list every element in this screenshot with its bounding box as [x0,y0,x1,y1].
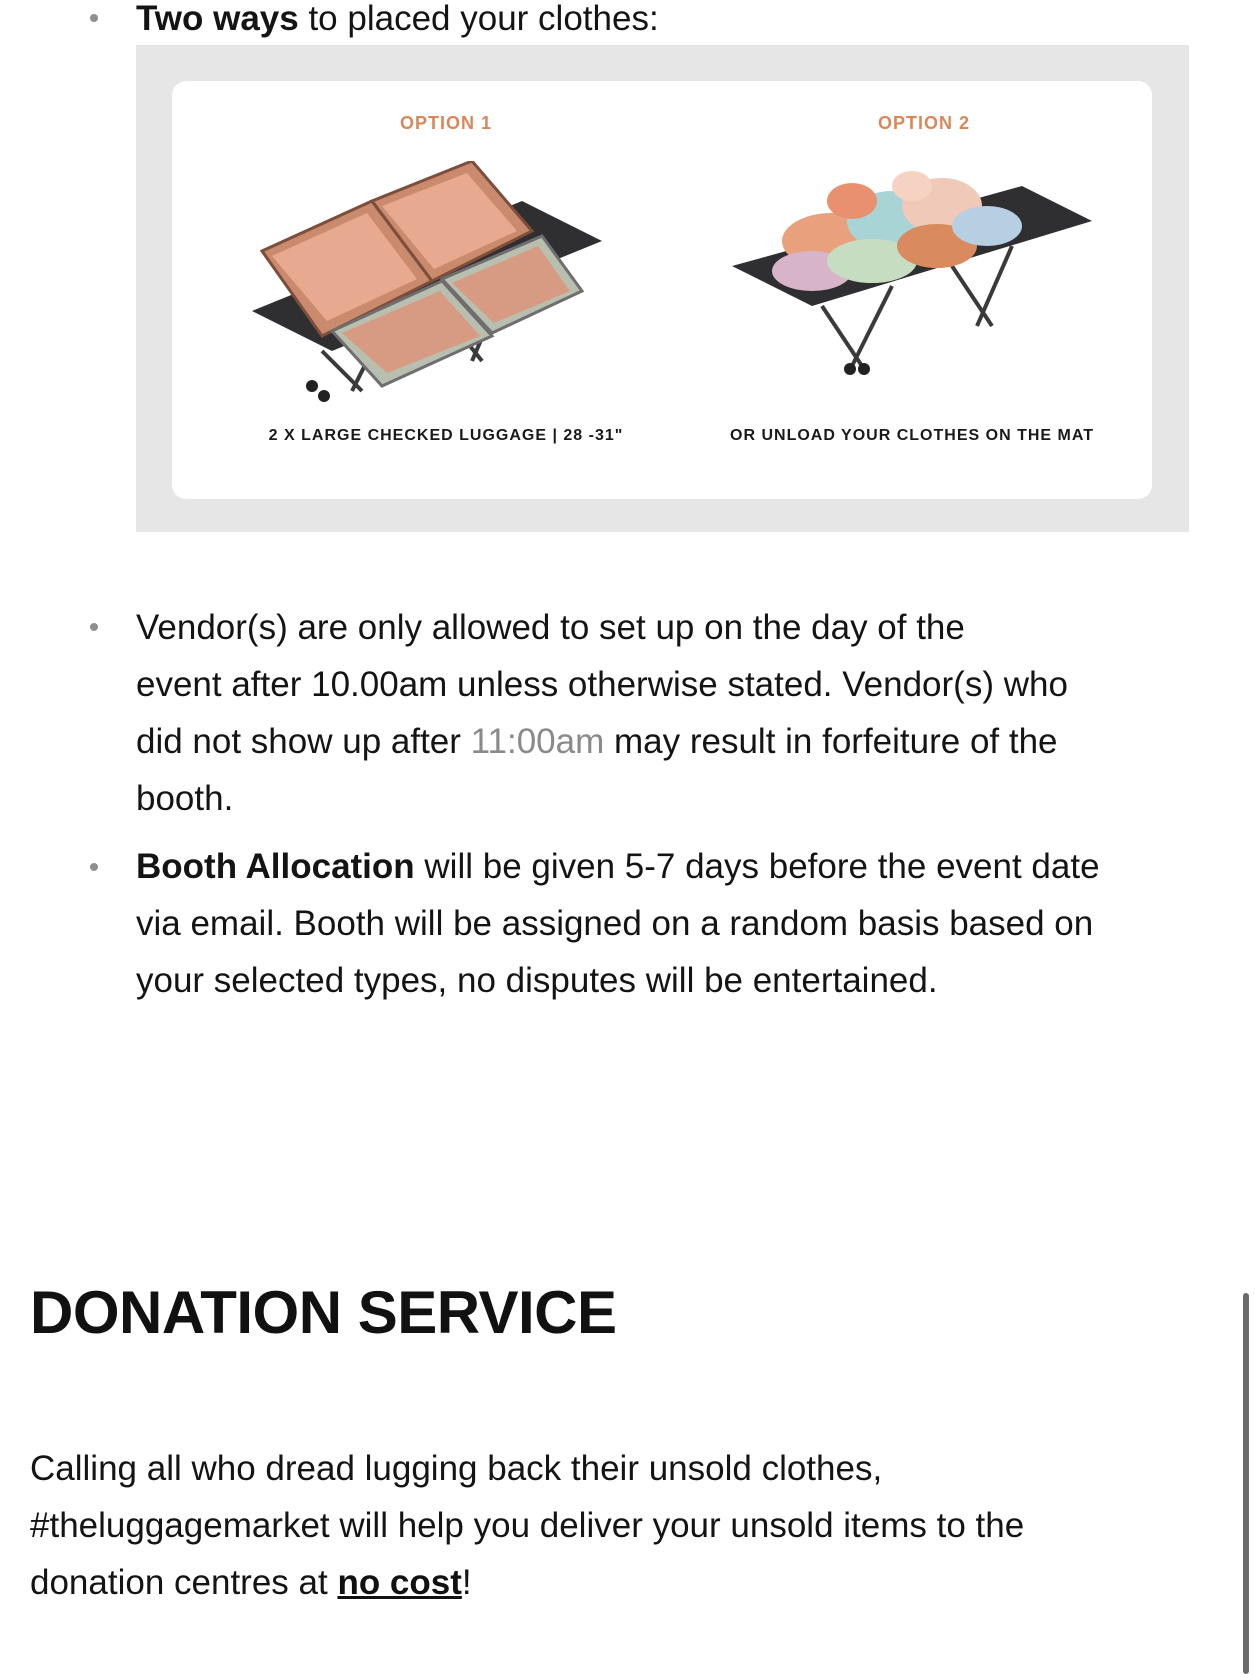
option1-caption: 2 X LARGE CHECKED LUGGAGE | 28 -31" [268,427,624,444]
no-cost-link[interactable]: no cost [337,1563,462,1602]
option1-title: OPTION 1 [399,113,492,133]
item-line [136,713,1186,770]
bullet-dot [90,863,98,871]
donation-paragraph [30,1440,1180,1611]
item-line: booth. [136,779,234,818]
paragraph-text: ! [461,1563,472,1602]
item-vendor-setup [136,599,1186,827]
item-two-ways [136,0,1186,47]
item-line: event after 10.00am unless otherwise stated. Vendor(s) who [136,665,1068,704]
luggage-on-cot-image [242,161,622,411]
item-bold: Booth Allocation [136,847,415,886]
options-figure [136,45,1189,532]
item-line: your selected types, no disputes will be entertained. [136,961,938,1000]
paragraph-text: donation centres at [30,1563,338,1602]
bullet-dot [90,14,98,22]
paragraph-line [30,1554,1180,1611]
option2-title: OPTION 2 [877,113,970,133]
bullet-dot [90,623,98,631]
item-bold: Two ways [136,0,299,38]
item-line: Vendor(s) are only allowed to set up on the day of the [136,608,965,647]
option2-caption: OR UNLOAD YOUR CLOTHES ON THE MAT [730,427,1094,444]
options-card [172,81,1152,499]
scrollbar-thumb[interactable] [1243,1293,1249,1674]
paragraph-line: Calling all who dread lugging back their unsold clothes, [30,1449,883,1488]
item-text: did not show up after [136,722,471,761]
donation-heading: DONATION SERVICE [30,1279,617,1346]
item-booth-allocation [136,838,1186,1009]
scrollbar[interactable] [1237,0,1255,1674]
item-line: via email. Booth will be assigned on a random basis based on [136,904,1094,943]
item-text: will be given 5-7 days before the event date [414,847,1100,886]
item-text: to placed your clothes: [298,0,659,38]
item-text: may result in forfeiture of the [604,722,1058,761]
paragraph-line: #theluggagemarket will help you deliver your unsold items to the [30,1506,1025,1545]
time-highlight: 11:00am [470,722,605,761]
clothes-on-mat-image [722,161,1102,391]
item-line [136,838,1186,895]
